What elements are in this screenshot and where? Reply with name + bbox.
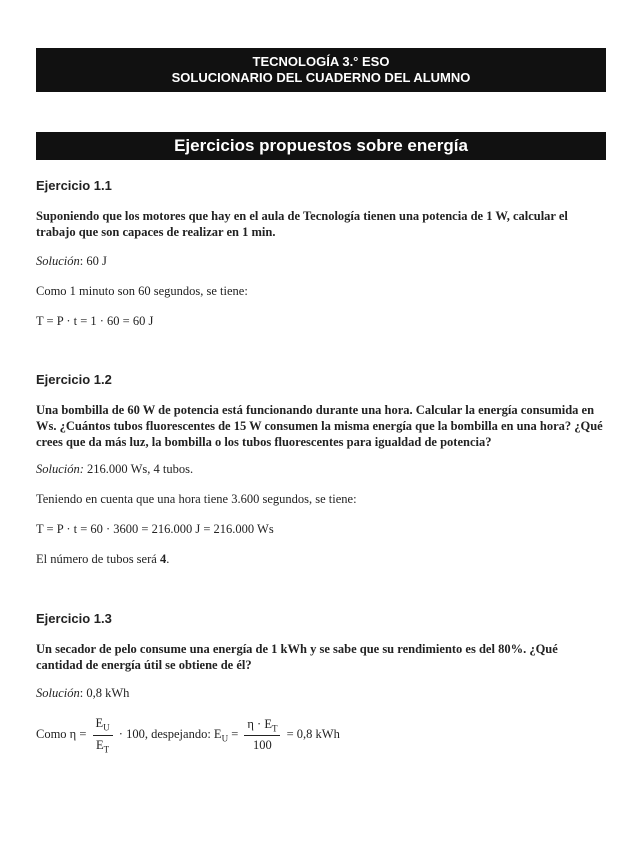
exercise-1-3-statement: Un secador de pelo consume una energía de 1 kWh y se sabe que su rendimiento es del 80%. ¿Qué cantidad de energía útil se obtiene de él? [36, 642, 558, 672]
exercise-1-1-solution [36, 254, 107, 269]
section-title: Ejercicios propuestos sobre energía [36, 132, 606, 160]
exercise-1-1-title: Ejercicio 1.1 [36, 178, 112, 193]
solution-label: Solución [36, 686, 80, 700]
exercise-1-3-solution [36, 686, 129, 701]
document-header [36, 48, 606, 92]
exercise-1-3-formula: Como η = $\frac{E_U}{E_T}$ · 100, despejando: $E_U$ = $\frac{\eta \cdot E_T}{100}$ = 0,8 kWh [36, 716, 340, 754]
exercise-1-2-formula: T = P · t = 60 · 3600 = 216.000 J = 216.000 Ws [36, 522, 274, 536]
useful-energy-fraction: $\frac{\eta \cdot E_T}{100}$ [244, 717, 280, 754]
exercise-1-2-explanation: Teniendo en cuenta que una hora tiene 3.600 segundos, se tiene: [36, 492, 357, 506]
solution-label: Solución [36, 254, 80, 268]
exercise-1-1-explanation: Como 1 minuto son 60 segundos, se tiene: [36, 284, 248, 298]
solution-value: : 0,8 kWh [79, 686, 130, 700]
solution-value: 216.000 Ws, 4 tubos. [83, 462, 194, 476]
solution-value: : 60 J [79, 254, 107, 268]
tube-count-value: 4 [159, 552, 167, 566]
exercise-1-2-tube-count: El número de tubos será 4. [36, 552, 170, 566]
exercise-1-1-formula: T = P · t = 1 · 60 = 60 J [36, 314, 154, 328]
exercise-1-2-statement: Una bombilla de 60 W de potencia está funcionando durante una hora. Calcular la energía consumida en Ws. ¿Cuántos tubos fluorescentes de 15 W consumen la misma energía que la bombilla en una hora? ¿Qué crees que da más luz, la bombilla o los tubos fluorescentes para igualdad de potencia? [36, 403, 603, 449]
exercise-1-2-title: Ejercicio 1.2 [36, 372, 112, 387]
efficiency-fraction: $\frac{E_U}{E_T}$ [93, 716, 113, 754]
exercise-1-1-statement: Suponiendo que los motores que hay en el aula de Tecnología tienen una potencia de 1 W, calcular el trabajo que son capaces de realizar en 1 min. [36, 209, 568, 239]
header-line-2: SOLUCIONARIO DEL CUADERNO DEL ALUMNO [171, 70, 471, 85]
exercise-1-3-title: Ejercicio 1.3 [36, 611, 112, 626]
exercise-1-2-solution [36, 462, 193, 477]
solution-label: Solución: [36, 462, 84, 476]
header-line-1: TECNOLOGÍA 3.° ESO [252, 54, 390, 69]
